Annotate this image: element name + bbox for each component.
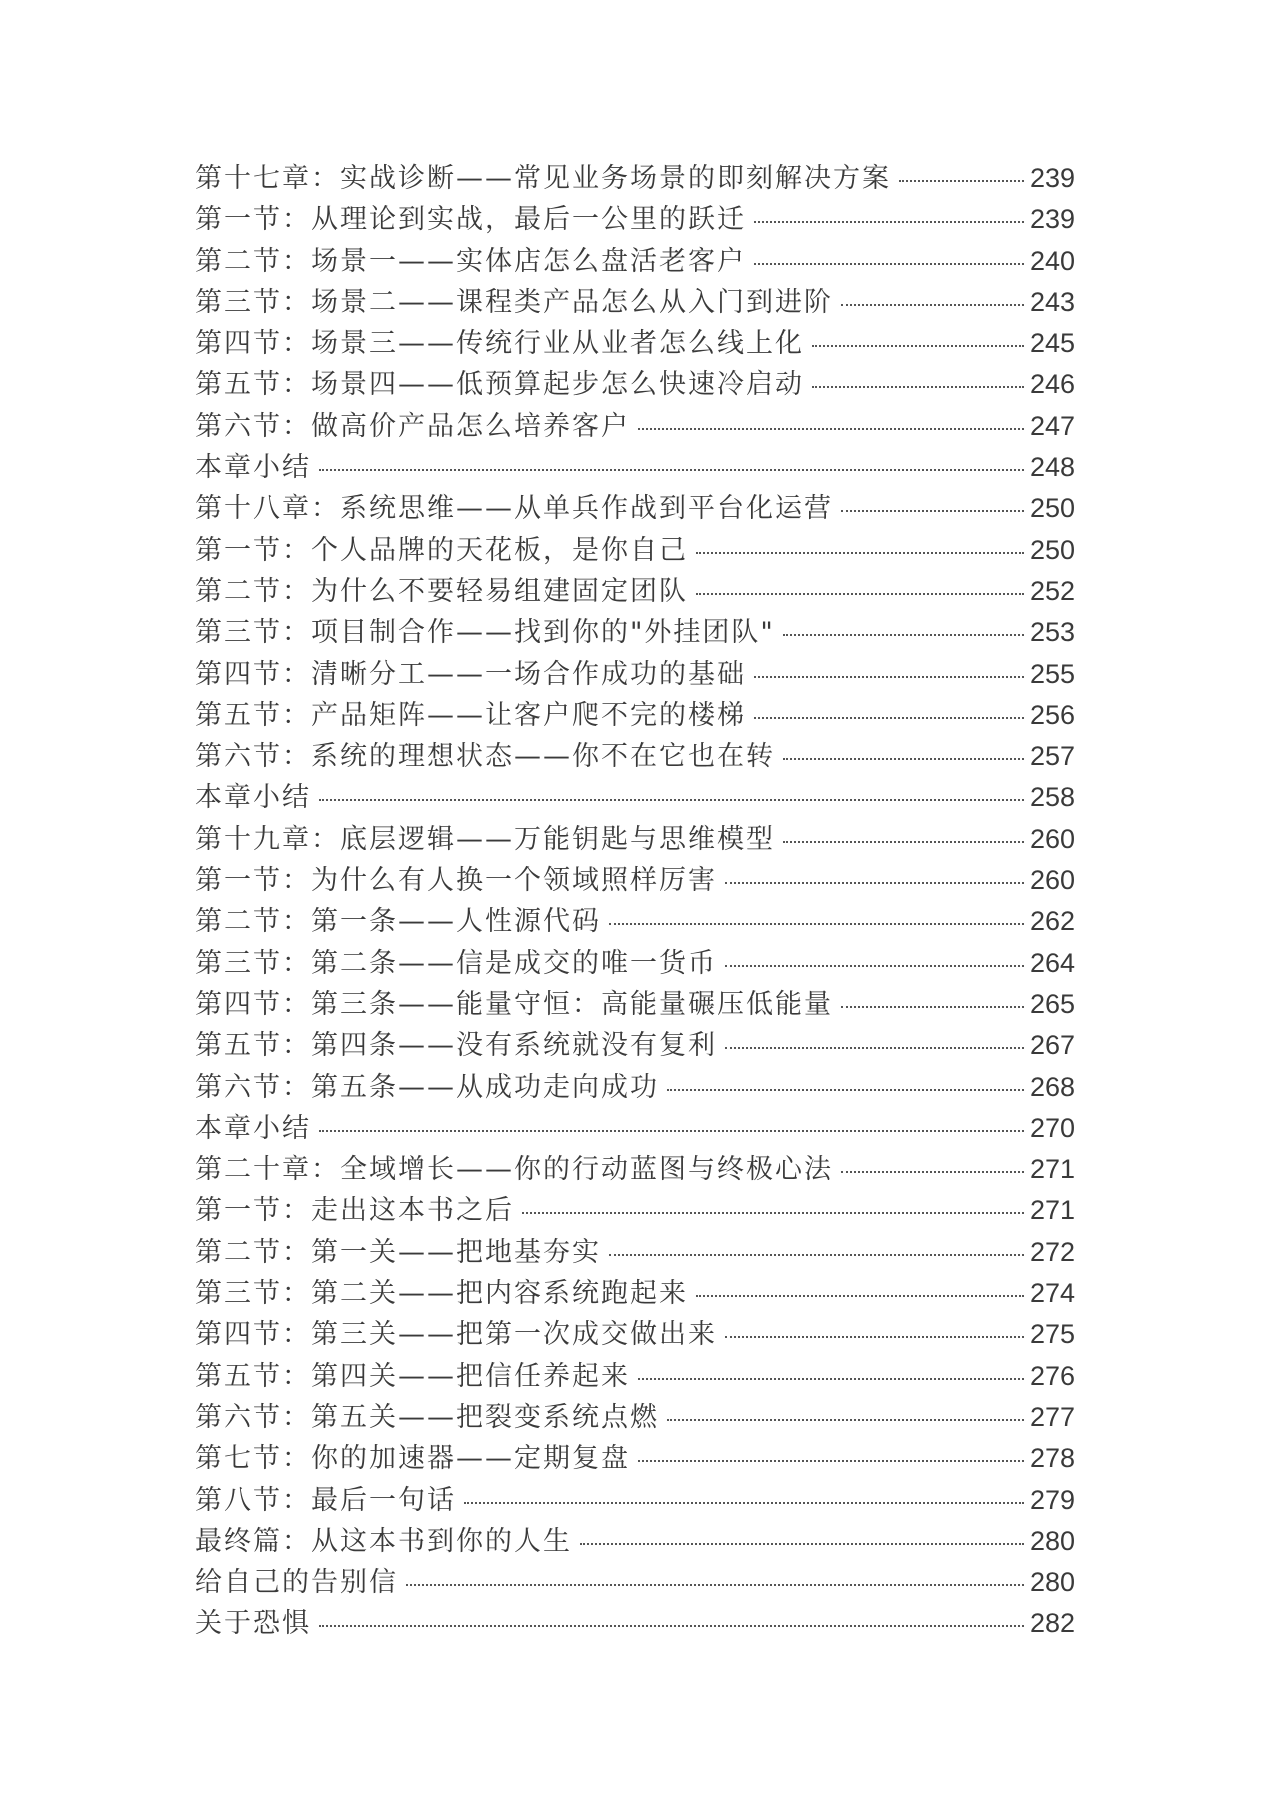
toc-entry-title: 本章小结 — [195, 1112, 311, 1144]
toc-entry[interactable] — [195, 1065, 1075, 1106]
toc-entry-title: 第一节：为什么有人换一个领域照样厉害 — [195, 865, 717, 897]
toc-dot-leader — [725, 1336, 1024, 1338]
toc-entry-page-number: 255 — [1029, 658, 1075, 689]
toc-dot-leader — [696, 593, 1024, 595]
toc-dot-leader — [899, 180, 1024, 182]
toc-dot-leader — [319, 799, 1024, 801]
toc-dot-leader — [783, 634, 1024, 636]
toc-entry[interactable] — [195, 239, 1075, 280]
toc-entry-page-number: 271 — [1029, 1154, 1075, 1185]
toc-entry[interactable] — [195, 280, 1075, 321]
toc-entry[interactable] — [195, 1395, 1075, 1436]
toc-entry[interactable] — [195, 1023, 1075, 1064]
toc-dot-leader — [754, 263, 1024, 265]
toc-dot-leader — [841, 510, 1024, 512]
toc-entry[interactable] — [195, 1519, 1075, 1560]
toc-entry-page-number: 260 — [1029, 823, 1075, 854]
toc-entry-page-number: 282 — [1029, 1608, 1075, 1639]
toc-dot-leader — [725, 882, 1024, 884]
toc-entry-title: 第二节：第一条——人性源代码 — [195, 906, 601, 938]
toc-entry[interactable] — [195, 1147, 1075, 1188]
toc-entry-page-number: 277 — [1029, 1401, 1075, 1432]
toc-entry-title: 第十七章：实战诊断——常见业务场景的即刻解决方案 — [195, 163, 891, 194]
toc-entry-title: 第二节：场景一——实体店怎么盘活老客户 — [195, 245, 746, 277]
toc-entry-page-number: 257 — [1029, 741, 1075, 772]
toc-entry-page-number: 280 — [1029, 1567, 1075, 1598]
toc-entry-title: 第一节：个人品牌的天花板，是你自己 — [195, 534, 688, 566]
toc-dot-leader — [812, 386, 1024, 388]
toc-entry[interactable] — [195, 1601, 1075, 1642]
toc-entry-title: 第三节：第二关——把内容系统跑起来 — [195, 1278, 688, 1310]
toc-entry[interactable] — [195, 445, 1075, 486]
toc-entry[interactable] — [195, 652, 1075, 693]
toc-entry-title: 第六节：第五条——从成功走向成功 — [195, 1071, 659, 1103]
toc-dot-leader — [696, 1295, 1024, 1297]
toc-entry[interactable] — [195, 569, 1075, 610]
toc-entry[interactable] — [195, 775, 1075, 816]
toc-entry-page-number: 265 — [1029, 988, 1075, 1019]
toc-dot-leader — [725, 965, 1024, 967]
toc-entry[interactable] — [195, 486, 1075, 527]
toc-entry[interactable] — [195, 1230, 1075, 1271]
toc-entry-page-number: 258 — [1029, 782, 1075, 813]
toc-entry-page-number: 256 — [1029, 699, 1075, 730]
toc-entry-title: 第一节：从理论到实战，最后一公里的跃迁 — [195, 204, 746, 236]
toc-entry-title: 给自己的告别信 — [195, 1567, 398, 1599]
toc-entry[interactable] — [195, 1271, 1075, 1312]
toc-entry-title: 第三节：第二条——信是成交的唯一货币 — [195, 947, 717, 979]
toc-entry-page-number: 253 — [1029, 617, 1075, 648]
toc-entry[interactable] — [195, 156, 1075, 197]
toc-entry-title: 第六节：系统的理想状态——你不在它也在转 — [195, 741, 775, 773]
toc-entry-title: 第四节：第三条——能量守恒：高能量碾压低能量 — [195, 988, 833, 1020]
toc-entry[interactable] — [195, 858, 1075, 899]
toc-entry-title: 第五节：产品矩阵——让客户爬不完的楼梯 — [195, 699, 746, 731]
toc-dot-leader — [667, 1089, 1024, 1091]
toc-entry-page-number: 252 — [1029, 575, 1075, 606]
toc-dot-leader — [812, 345, 1024, 347]
toc-entry-page-number: 243 — [1029, 286, 1075, 317]
toc-entry-page-number: 239 — [1029, 163, 1075, 193]
toc-entry-page-number: 262 — [1029, 906, 1075, 937]
toc-entry[interactable] — [195, 197, 1075, 238]
toc-entry[interactable] — [195, 982, 1075, 1023]
toc-entry[interactable] — [195, 1354, 1075, 1395]
toc-dot-leader — [609, 923, 1024, 925]
toc-entry[interactable] — [195, 734, 1075, 775]
toc-dot-leader — [319, 469, 1024, 471]
toc-entry-page-number: 280 — [1029, 1525, 1075, 1556]
toc-entry[interactable] — [195, 1188, 1075, 1229]
toc-entry-page-number: 250 — [1029, 534, 1075, 565]
toc-entry-title: 本章小结 — [195, 782, 311, 814]
toc-entry-title: 第三节：项目制合作——找到你的"外挂团队" — [195, 617, 775, 649]
toc-entry[interactable] — [195, 1436, 1075, 1477]
toc-entry[interactable] — [195, 610, 1075, 651]
toc-entry-page-number: 248 — [1029, 452, 1075, 483]
toc-entry-page-number: 240 — [1029, 245, 1075, 276]
toc-dot-leader — [609, 1254, 1024, 1256]
toc-entry-page-number: 276 — [1029, 1360, 1075, 1391]
toc-entry-page-number: 250 — [1029, 493, 1075, 524]
toc-entry[interactable] — [195, 1312, 1075, 1353]
toc-entry-page-number: 246 — [1029, 369, 1075, 400]
toc-dot-leader — [783, 841, 1024, 843]
toc-dot-leader — [319, 1130, 1024, 1132]
toc-dot-leader — [841, 1006, 1024, 1008]
toc-dot-leader — [638, 1378, 1024, 1380]
toc-dot-leader — [319, 1625, 1024, 1627]
toc-entry[interactable] — [195, 1106, 1075, 1147]
toc-dot-leader — [696, 552, 1024, 554]
toc-dot-leader — [725, 1047, 1024, 1049]
toc-dot-leader — [841, 1171, 1024, 1173]
toc-entry[interactable] — [195, 1478, 1075, 1519]
toc-entry-page-number: 267 — [1029, 1030, 1075, 1061]
toc-entry[interactable] — [195, 528, 1075, 569]
toc-dot-leader — [522, 1212, 1024, 1214]
toc-entry[interactable] — [195, 404, 1075, 445]
toc-entry-title: 第四节：场景三——传统行业从业者怎么线上化 — [195, 328, 804, 360]
toc-entry-title: 第五节：第四条——没有系统就没有复利 — [195, 1030, 717, 1062]
toc-entry-page-number: 274 — [1029, 1278, 1075, 1309]
toc-entry-title: 第一节：走出这本书之后 — [195, 1195, 514, 1227]
toc-entry-title: 第十九章：底层逻辑——万能钥匙与思维模型 — [195, 823, 775, 855]
toc-entry-page-number: 270 — [1029, 1112, 1075, 1143]
toc-entry-title: 第二十章：全域增长——你的行动蓝图与终极心法 — [195, 1154, 833, 1186]
toc-entry[interactable] — [195, 817, 1075, 858]
toc-entry-page-number: 239 — [1029, 204, 1075, 235]
toc-entry-page-number: 278 — [1029, 1443, 1075, 1474]
toc-entry[interactable] — [195, 321, 1075, 362]
toc-dot-leader — [754, 717, 1024, 719]
toc-dot-leader — [638, 428, 1024, 430]
toc-dot-leader — [754, 676, 1024, 678]
toc-entry-title: 最终篇：从这本书到你的人生 — [195, 1525, 572, 1557]
toc-entry-title: 第八节：最后一句话 — [195, 1484, 456, 1516]
toc-entry-title: 关于恐惧 — [195, 1608, 311, 1640]
toc-entry-title: 第四节：清晰分工——一场合作成功的基础 — [195, 658, 746, 690]
toc-entry-page-number: 279 — [1029, 1484, 1075, 1515]
toc-entry-title: 第二节：第一关——把地基夯实 — [195, 1236, 601, 1268]
toc-entry-title: 第四节：第三关——把第一次成交做出来 — [195, 1319, 717, 1351]
toc-dot-leader — [638, 1460, 1024, 1462]
toc-entry-page-number: 272 — [1029, 1236, 1075, 1267]
toc-entry-title: 第十八章：系统思维——从单兵作战到平台化运营 — [195, 493, 833, 525]
toc-entry-title: 第五节：第四关——把信任养起来 — [195, 1360, 630, 1392]
toc-entry-title: 第六节：第五关——把裂变系统点燃 — [195, 1401, 659, 1433]
toc-entry-page-number: 245 — [1029, 328, 1075, 359]
toc-entry-page-number: 260 — [1029, 865, 1075, 896]
toc-entry-page-number: 268 — [1029, 1071, 1075, 1102]
toc-dot-leader — [841, 304, 1024, 306]
toc-entry-page-number: 264 — [1029, 947, 1075, 978]
toc-entry-page-number: 247 — [1029, 410, 1075, 441]
toc-entry-page-number: 271 — [1029, 1195, 1075, 1226]
toc-entry-title: 第三节：场景二——课程类产品怎么从入门到进阶 — [195, 286, 833, 318]
toc-entry[interactable] — [195, 941, 1075, 982]
toc-dot-leader — [783, 758, 1024, 760]
toc-entry[interactable] — [195, 1560, 1075, 1601]
toc-entry-page-number: 275 — [1029, 1319, 1075, 1350]
toc-entry[interactable] — [195, 693, 1075, 734]
toc-entry-title: 第二节：为什么不要轻易组建固定团队 — [195, 575, 688, 607]
toc-dot-leader — [464, 1502, 1024, 1504]
toc-entry[interactable] — [195, 362, 1075, 403]
toc-dot-leader — [667, 1419, 1024, 1421]
toc-dot-leader — [754, 221, 1024, 223]
toc-entry-title: 本章小结 — [195, 452, 311, 484]
table-of-contents — [195, 156, 1075, 1643]
toc-dot-leader — [580, 1543, 1024, 1545]
toc-dot-leader — [406, 1584, 1024, 1586]
toc-entry-title: 第五节：场景四——低预算起步怎么快速冷启动 — [195, 369, 804, 401]
toc-entry-title: 第七节：你的加速器——定期复盘 — [195, 1443, 630, 1475]
toc-entry-title: 第六节：做高价产品怎么培养客户 — [195, 410, 630, 442]
toc-entry[interactable] — [195, 899, 1075, 940]
